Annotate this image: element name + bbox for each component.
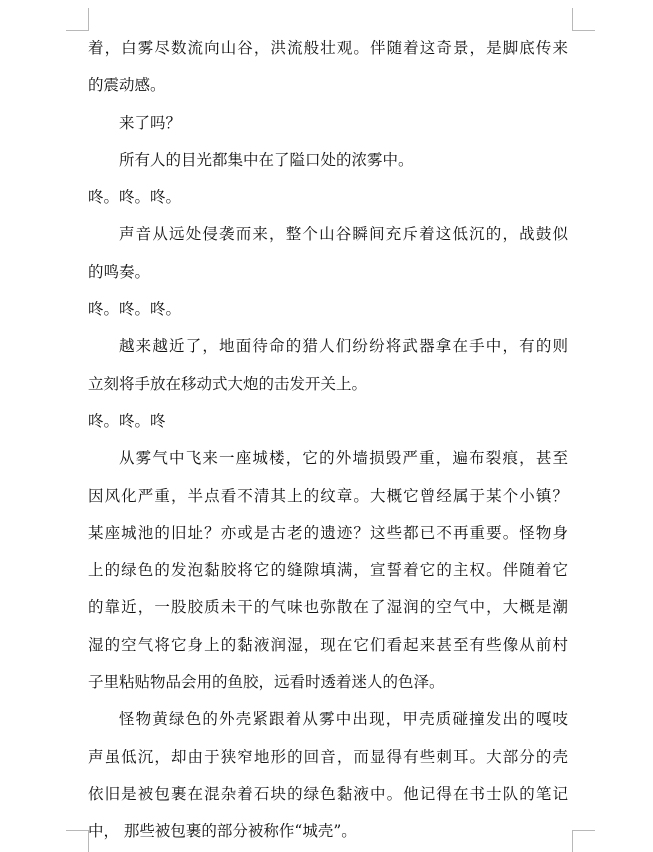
document-body	[88, 30, 568, 851]
text-line: 的震动感。	[88, 76, 166, 95]
text-line: 的鸣奏。	[88, 262, 151, 281]
text-line: 怪物黄绿色的外壳紧跟着从雾中出现，甲壳质碰撞发出的嘎吱	[119, 710, 568, 729]
text-line: 上的绿色的发泡黏胶将它的缝隙填满，宣誓着它的主权。伴随着它	[88, 561, 568, 580]
text-line: 咚。咚。咚。	[88, 188, 182, 207]
text-line: 咚。咚。咚	[88, 411, 166, 430]
text-line: 立刻将手放在移动式大炮的击发开关上。	[88, 374, 368, 393]
text-line: 的靠近，一股胶质未干的气味也弥散在了湿润的空气中，大概是潮	[88, 598, 568, 617]
margin-corner-top-right	[572, 8, 595, 31]
text-line: 所有人的目光都集中在了隘口处的浓雾中。	[119, 150, 414, 169]
text-line: 依旧是被包裹在混杂着石块的绿色黏液中。他记得在书士队的笔记	[88, 784, 568, 803]
text-line: 某座城池的旧址？亦或是古老的遗迹？这些都已不再重要。怪物身	[88, 523, 568, 542]
margin-corner-bottom-left	[66, 830, 89, 852]
text-line: 中， 那些被包裹的部分被称作“城壳”。	[88, 822, 357, 841]
text-line: 湿的空气将它身上的黏液润湿，现在它们看起来甚至有些像从前村	[88, 635, 568, 654]
text-line: 声虽低沉，却由于狭窄地形的回音，而显得有些刺耳。大部分的壳	[88, 747, 568, 766]
margin-corner-bottom-right	[572, 830, 595, 852]
text-line: 着，白雾尽数流向山谷，洪流般壮观。伴随着这奇景，是脚底传来	[88, 39, 568, 57]
text-line: 咚。咚。咚。	[88, 300, 182, 319]
text-line: 子里粘贴物品会用的鱼胶，远看时透着迷人的色泽。	[88, 673, 445, 692]
text-line: 从雾气中飞来一座城楼，它的外墙损毁严重，遍布裂痕，甚至	[119, 449, 568, 468]
text-line: 越来越近了，地面待命的猎人们纷纷将武器拿在手中，有的则	[119, 337, 568, 356]
text-line: 声音从远处侵袭而来，整个山谷瞬间充斥着这低沉的，战鼓似	[119, 225, 568, 244]
text-line: 来了吗？	[119, 113, 182, 132]
margin-corner-top-left	[66, 8, 89, 31]
text-line: 因风化严重，半点看不清其上的纹章。大概它曾经属于某个小镇？	[88, 486, 568, 505]
